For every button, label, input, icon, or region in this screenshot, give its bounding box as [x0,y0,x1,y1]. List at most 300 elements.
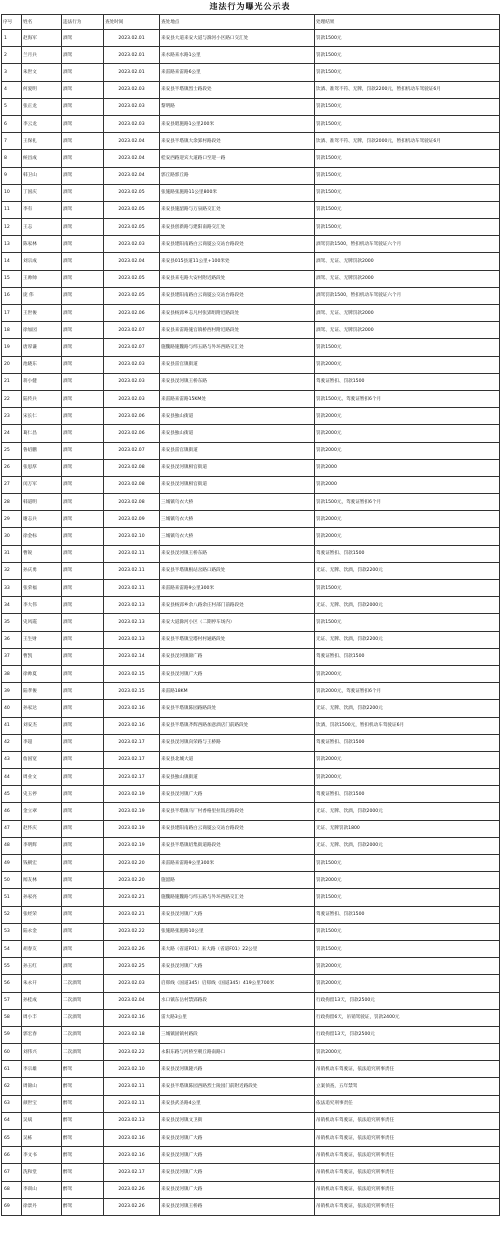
cell-violation: 酒驾 [62,64,104,81]
cell-location: 来安县半塔镇陈园路路段处 [160,700,315,717]
cell-date: 2023.02.26 [104,1181,160,1198]
cell-violation: 二次酒驾 [62,992,104,1009]
cell-location: 雷大路3公里 [160,1009,315,1026]
cell-location: 来安县建阳南路白云商厦公交站台路段处 [160,820,315,837]
cell-no: 13 [2,236,22,253]
cell-result: 罚款2000元，驾驶证暂扣6个月 [315,683,500,700]
table-row [2,923,500,940]
cell-location: 三城镇固镇村路段 [160,1026,315,1043]
cell-location: 来雷路来雷路9公里300米 [160,855,315,872]
cell-violation: 酒驾 [62,562,104,579]
cell-result: 酒驾罚款1500，暂扣机动车驾驶证六个月 [315,287,500,304]
cell-result: 罚款2000元 [315,872,500,889]
cell-no: 52 [2,906,22,923]
cell-violation: 酒驾 [62,390,104,407]
table-row [2,1009,500,1026]
cell-location: 来安县大道来安大道与滁河小区路口交汇处 [160,30,315,47]
cell-result: 吊销机动车驾驶证，依法追究刑事责任 [315,1112,500,1129]
cell-no: 14 [2,253,22,270]
cell-location: 来安县015县道11公里+100米处 [160,253,315,270]
cell-name: 李有 [22,201,62,218]
cell-result: 罚款1500元 [315,64,500,81]
table-row [2,201,500,218]
cell-violation: 酒驾 [62,81,104,98]
cell-violation: 酒驾 [62,236,104,253]
cell-date: 2023.02.14 [104,648,160,665]
cell-name: 王生财 [22,631,62,648]
cell-name: 李明辉 [22,837,62,854]
cell-location: 来安县独山镇街道 [160,769,315,786]
cell-location: 来安县独山街道 [160,408,315,425]
cell-no: 35 [2,614,22,631]
cell-location: 水口镇东岳村禁郢路段 [160,992,315,1009]
cell-date: 2023.02.13 [104,597,160,614]
cell-name: 陆永金 [22,923,62,940]
cell-date: 2023.02.16 [104,700,160,717]
cell-date: 2023.02.03 [104,975,160,992]
cell-name: 张经荣 [22,906,62,923]
cell-result: 罚款1500元 [315,201,500,218]
cell-result: 无证、无牌、饮酒，罚款2000元 [315,837,500,854]
table-row [2,1164,500,1181]
table-header-row [2,15,500,30]
cell-location: 来安县来屯路大安村附近路段处 [160,270,315,287]
table-row [2,597,500,614]
cell-name: 刘伟兴 [22,1044,62,1061]
cell-no: 2 [2,47,22,64]
cell-date: 2023.02.21 [104,906,160,923]
table-row [2,940,500,957]
cell-result: 罚款2000 [315,459,500,476]
cell-violation: 醉驾 [62,1164,104,1181]
cell-location: 来安县半塔镇绍集街道路段处 [160,837,315,854]
table-row [2,1095,500,1112]
cell-name: 朱永开 [22,975,62,992]
table-row [2,442,500,459]
cell-result: 罚款1500元 [315,580,500,597]
cell-violation: 酒驾 [62,322,104,339]
table-row [2,511,500,528]
table-row [2,1044,500,1061]
table-row [2,1147,500,1164]
table-row [2,648,500,665]
table-row [2,150,500,167]
cell-date: 2023.02.03 [104,236,160,253]
cell-date: 2023.02.07 [104,442,160,459]
cell-name: 詹国宽 [22,751,62,768]
cell-no: 29 [2,511,22,528]
cell-violation: 醉驾 [62,1147,104,1164]
cell-date: 2023.02.11 [104,1078,160,1095]
cell-name: 李大伟 [22,597,62,614]
cell-result: 酒驾、无证、无牌罚款2000 [315,253,500,270]
cell-name: 周小丰 [22,1009,62,1026]
cell-no: 12 [2,219,22,236]
table-row [2,803,500,820]
cell-violation: 酒驾 [62,511,104,528]
cell-name: 徐金标 [22,528,62,545]
cell-result: 行政拘留6天，吊销驾驶证，罚款2400元 [315,1009,500,1026]
cell-location: 来安县汊河镇广大路 [160,1164,315,1181]
cell-result: 罚款2000元 [315,665,500,682]
cell-location: 来安县汊河镇隆兴路 [160,1061,315,1078]
cell-date: 2023.02.15 [104,683,160,700]
cell-date: 2023.02.22 [104,1044,160,1061]
cell-result: 依法追究刑事责任 [315,1095,500,1112]
cell-result: 罚款1500元 [315,614,500,631]
cell-date: 2023.02.13 [104,631,160,648]
cell-violation: 酒驾 [62,872,104,889]
table-row [2,270,500,287]
table-row [2,219,500,236]
cell-name: 孙家达 [22,700,62,717]
cell-date: 2023.02.05 [104,270,160,287]
cell-result: 罚款1500元 [315,47,500,64]
table-row [2,98,500,115]
cell-date: 2023.02.06 [104,408,160,425]
cell-date: 2023.02.16 [104,717,160,734]
table-row [2,167,500,184]
table-row [2,81,500,98]
cell-result: 吊销机动车驾驶证，依法追究刑事责任 [315,1130,500,1147]
cell-no: 68 [2,1181,22,1198]
cell-no: 25 [2,442,22,459]
cell-name: 鲁绍鹏 [22,442,62,459]
cell-name: 徐帅夏 [22,665,62,682]
cell-name: 候昌成 [22,150,62,167]
cell-violation: 酒驾 [62,459,104,476]
cell-violation: 酒驾 [62,425,104,442]
cell-name: 陆孝俊 [22,683,62,700]
table-row [2,786,500,803]
cell-location: 来安县汊河镇广大路 [160,786,315,803]
table-row [2,855,500,872]
cell-no: 21 [2,373,22,390]
cell-name: 钱朝宏 [22,855,62,872]
cell-location: 施韶路 [160,872,315,889]
cell-date: 2023.02.04 [104,133,160,150]
cell-result: 无证、无牌罚款1800 [315,820,500,837]
cell-location: 施魏路施魏路与纬五路与外环西路交汇处 [160,339,315,356]
cell-violation: 酒驾 [62,219,104,236]
cell-no: 11 [2,201,22,218]
cell-date: 2023.02.19 [104,803,160,820]
cell-name: 张思厚 [22,459,62,476]
cell-name: 唐厚谦 [22,339,62,356]
cell-violation: 醉驾 [62,1078,104,1095]
cell-no: 5 [2,98,22,115]
cell-location: 来安县建阳南路白云商厦公交站台路段处 [160,287,315,304]
cell-result: 罚款1500元 [315,98,500,115]
cell-no: 47 [2,820,22,837]
cell-name: 吴栋 [22,1130,62,1147]
cell-no: 67 [2,1164,22,1181]
cell-no: 33 [2,580,22,597]
cell-result: 罚款1500元 [315,339,500,356]
cell-no: 51 [2,889,22,906]
cell-name: 王志 [22,219,62,236]
cell-name: 张荣福 [22,580,62,597]
cell-no: 64 [2,1112,22,1129]
cell-name: 谢志兵 [22,511,62,528]
cell-name: 周业文 [22,769,62,786]
cell-name: 李文书 [22,1147,62,1164]
cell-violation: 醉驾 [62,1181,104,1198]
cell-no: 36 [2,631,22,648]
cell-date: 2023.02.06 [104,305,160,322]
cell-violation: 二次酒驾 [62,975,104,992]
cell-location: 来安县汊河镇广大路 [160,1130,315,1147]
cell-no: 4 [2,81,22,98]
cell-result: 驾驶证暂扣、罚款1500 [315,734,500,751]
cell-result: 吊销机动车驾驶证，依法追究刑事责任 [315,1198,500,1215]
cell-result: 酒驾、无证、无牌罚款2000 [315,270,500,287]
cell-no: 59 [2,1026,22,1043]
cell-no: 17 [2,305,22,322]
cell-date: 2023.02.19 [104,837,160,854]
cell-no: 48 [2,837,22,854]
cell-violation: 酒驾 [62,700,104,717]
cell-result: 饮酒、准驾不符、无牌，罚款2000元，暂扣机动车驾驶证6月 [315,133,500,150]
cell-violation: 酒驾 [62,47,104,64]
cell-location: 来安县汊河镇锦广路 [160,648,315,665]
table-row [2,665,500,682]
table-row [2,1026,500,1043]
cell-date: 2023.02.17 [104,769,160,786]
cell-no: 63 [2,1095,22,1112]
header-result: 处理结果 [315,15,500,30]
cell-result: 罚款2000元 [315,511,500,528]
table-row [2,1061,500,1078]
cell-no: 69 [2,1198,22,1215]
cell-location: 来安县半塔镇烈士路段处 [160,81,315,98]
cell-no: 42 [2,734,22,751]
table-row [2,717,500,734]
table-row [2,545,500,562]
cell-result: 罚款2000元 [315,958,500,975]
cell-name: 何爱明 [22,81,62,98]
cell-no: 61 [2,1061,22,1078]
table-row [2,1181,500,1198]
cell-date: 2023.02.13 [104,1112,160,1129]
cell-result: 罚款1500元，驾驶证暂扣6个月 [315,494,500,511]
cell-no: 1 [2,30,22,47]
cell-date: 2023.02.11 [104,545,160,562]
cell-date: 2023.02.11 [104,562,160,579]
cell-result: 罚款1500元 [315,855,500,872]
cell-result: 吊销机动车驾驶证，依法追究刑事责任 [315,1164,500,1181]
table-row [2,769,500,786]
cell-result: 酒驾、无证、无牌罚款2000 [315,322,500,339]
cell-location: 施魏路施魏路与纬五路与外环西路交汇处 [160,889,315,906]
cell-location: 来安县昭施路1公里200米 [160,115,315,132]
table-row [2,631,500,648]
cell-location: 来安县汊河镇相官街道 [160,476,315,493]
cell-violation: 酒驾 [62,270,104,287]
cell-no: 6 [2,115,22,132]
cell-result: 罚款1500元 [315,940,500,957]
cell-name: 孙玉红 [22,958,62,975]
cell-location: 黎明路 [160,98,315,115]
table-row [2,1112,500,1129]
cell-name: 孙家亮 [22,889,62,906]
cell-result: 吊销机动车驾驶证，依法追究刑事责任 [315,1061,500,1078]
cell-violation: 酒驾 [62,889,104,906]
cell-date: 2023.02.05 [104,184,160,201]
cell-location: 来安县半塔镇大余郢村路段处 [160,133,315,150]
cell-name: 李超 [22,734,62,751]
cell-location: 来安县半塔镇宝塔村村通路段处 [160,631,315,648]
cell-no: 55 [2,958,22,975]
cell-name: 丁国庆 [22,184,62,201]
cell-date: 2023.02.21 [104,889,160,906]
cell-location: 三城镇乌衣大桥 [160,528,315,545]
cell-no: 3 [2,64,22,81]
cell-date: 2023.02.05 [104,219,160,236]
cell-name: 孙庆勇 [22,562,62,579]
cell-violation: 酒驾 [62,940,104,957]
cell-date: 2023.02.03 [104,390,160,407]
cell-location: 来安县独山街道 [160,425,315,442]
table-row [2,1198,500,1215]
cell-location: 张施路张施路11公里800米 [160,184,315,201]
cell-no: 38 [2,665,22,682]
table-row [2,133,500,150]
cell-violation: 酒驾 [62,717,104,734]
cell-name: 张正龙 [22,98,62,115]
cell-location: 来安县北城大道 [160,751,315,768]
cell-result: 罚款2000元 [315,356,500,373]
table-row [2,820,500,837]
cell-violation: 酒驾 [62,408,104,425]
cell-result: 罚款1500元 [315,889,500,906]
cell-result: 无证、无牌、饮酒，罚款2200元 [315,700,500,717]
cell-location: 来安大道滁河小区（二期停车场内） [160,614,315,631]
cell-location: 来雷路来雷路6公里 [160,64,315,81]
cell-location: 郭丘路郭丘路 [160,167,315,184]
cell-violation: 醉驾 [62,1095,104,1112]
cell-name: 王帅帅 [22,270,62,287]
cell-date: 2023.02.13 [104,614,160,631]
cell-no: 50 [2,872,22,889]
table-row [2,872,500,889]
cell-name: 胡春友 [22,940,62,957]
table-row [2,614,500,631]
table-row [2,1130,500,1147]
cell-violation: 酒驾 [62,133,104,150]
cell-result: 罚款2000元 [315,975,500,992]
cell-location: 来大路（省道F01）来大路（省道F01）22公里 [160,940,315,957]
cell-date: 2023.02.04 [104,253,160,270]
cell-no: 26 [2,459,22,476]
cell-name: 韩卫山 [22,167,62,184]
table-row [2,906,500,923]
cell-name: 郭宏春 [22,1026,62,1043]
cell-date: 2023.02.03 [104,81,160,98]
violations-table [1,14,500,1216]
cell-violation: 酒驾 [62,734,104,751]
cell-date: 2023.02.03 [104,98,160,115]
cell-no: 31 [2,545,22,562]
cell-no: 8 [2,150,22,167]
cell-date: 2023.02.22 [104,923,160,940]
cell-violation: 酒驾 [62,115,104,132]
cell-result: 罚款1500元 [315,115,500,132]
cell-location: 来安县汊河镇广大路 [160,1181,315,1198]
cell-no: 43 [2,751,22,768]
cell-result: 驾驶证暂扣、罚款1500 [315,786,500,803]
cell-result: 行政拘留13天，罚款2500元 [315,1026,500,1043]
cell-name: 陆传兵 [22,390,62,407]
cell-violation: 酒驾 [62,476,104,493]
cell-location: 来安县来雷路施官镇桥西村附近路段处 [160,322,315,339]
cell-result: 罚款1500元、驾驶证暂扣6个月 [315,390,500,407]
cell-date: 2023.02.03 [104,356,160,373]
cell-location: 来安县施韶路与万泉路交汇处 [160,201,315,218]
cell-name: 闵万军 [22,476,62,493]
cell-location: 来安县雷官镇街道 [160,356,315,373]
cell-violation: 酒驾 [62,305,104,322]
cell-no: 65 [2,1130,22,1147]
cell-location: 来安县汊河镇相官街道 [160,459,315,476]
cell-no: 19 [2,339,22,356]
cell-no: 45 [2,786,22,803]
table-row [2,494,500,511]
cell-no: 22 [2,390,22,407]
cell-date: 2023.02.26 [104,940,160,957]
cell-violation: 酒驾 [62,683,104,700]
table-row [2,305,500,322]
table-row [2,287,500,304]
table-row [2,115,500,132]
cell-no: 27 [2,476,22,493]
cell-date: 2023.02.19 [104,786,160,803]
table-row [2,889,500,906]
cell-violation: 酒驾 [62,545,104,562]
table-row [2,562,500,579]
cell-violation: 醉驾 [62,1061,104,1078]
header-location: 查处地点 [160,15,315,30]
cell-no: 66 [2,1147,22,1164]
cell-result: 罚款2000元 [315,528,500,545]
cell-date: 2023.02.08 [104,459,160,476]
cell-name: 曹锐 [22,545,62,562]
table-row [2,459,500,476]
cell-name: 韩道明 [22,494,62,511]
cell-violation: 酒驾 [62,786,104,803]
cell-no: 40 [2,700,22,717]
cell-result: 罚款2000元 [315,408,500,425]
table-row [2,700,500,717]
cell-name: 曹凯 [22,648,62,665]
cell-location: 来安县汊河镇广大路 [160,958,315,975]
cell-result: 罚款2000元 [315,1044,500,1061]
cell-result: 罚款2000元 [315,425,500,442]
cell-date: 2023.02.17 [104,734,160,751]
cell-date: 2023.02.10 [104,1061,160,1078]
cell-location: 来安县汊河镇王桥路 [160,1198,315,1215]
cell-location: 来安县建阳南路白云商厦公交站台路段处 [160,236,315,253]
cell-location: 来安县汊河镇广大路 [160,1147,315,1164]
cell-result: 罚款1500元 [315,167,500,184]
cell-no: 34 [2,597,22,614]
table-row [2,408,500,425]
cell-no: 62 [2,1078,22,1095]
cell-no: 56 [2,975,22,992]
cell-result: 立案侦查，五年禁驾 [315,1078,500,1095]
cell-no: 15 [2,270,22,287]
cell-date: 2023.02.09 [104,511,160,528]
